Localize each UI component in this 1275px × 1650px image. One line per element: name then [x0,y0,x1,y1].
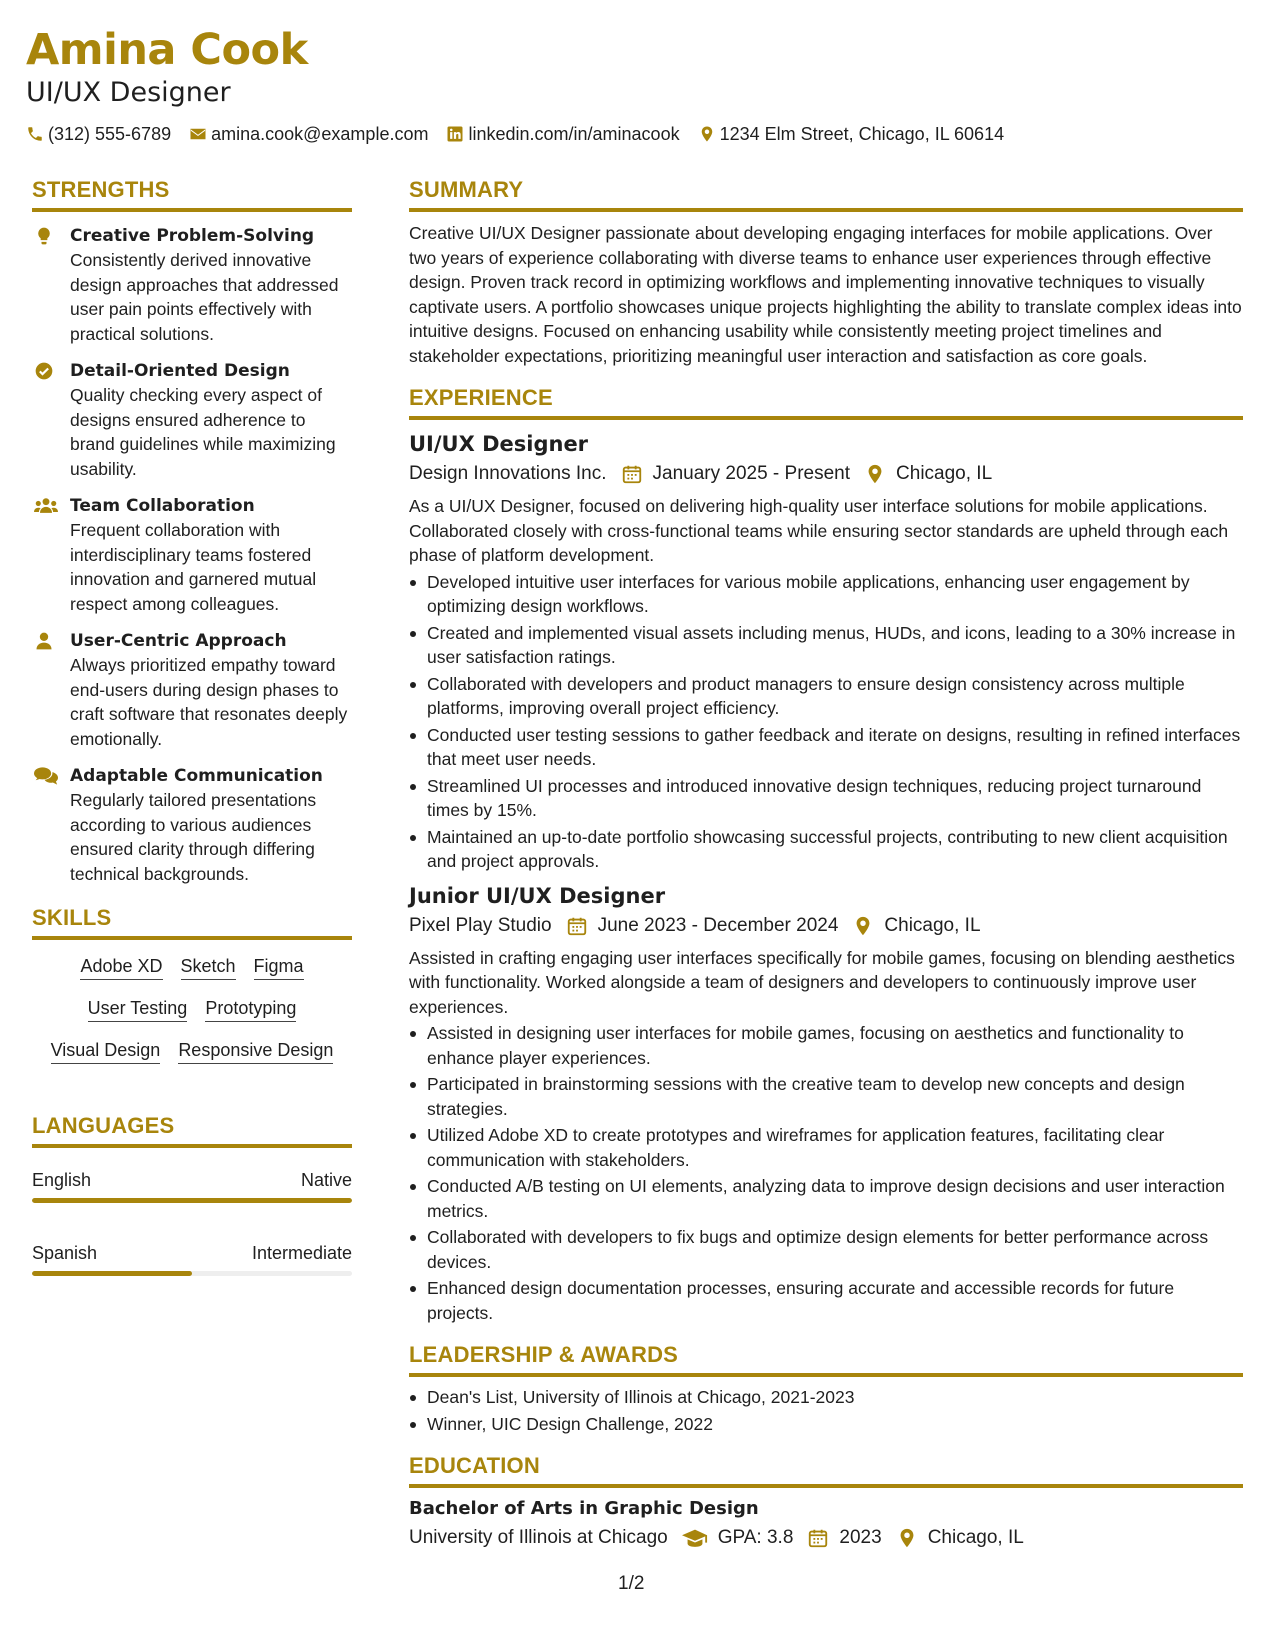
job-description: Assisted in crafting engaging user interfaces specifically for mobile games, focusing on blending aesthetics with functionality. Worked alongside a team of designers and developers to continuously improve user experiences. [409,947,1235,1017]
list-item: Developed intuitive user interfaces for various mobile applications, enhancing user engagement by optimizing design workflows. [409,570,1243,619]
users-icon [34,496,58,516]
job-meta [409,460,1243,488]
skill-tag: Figma [254,954,304,980]
skill-tag: Visual Design [51,1038,161,1064]
strength-item [32,629,352,751]
comments-icon [34,766,58,786]
graduation-cap-icon [682,1527,708,1549]
envelope-icon [189,125,207,143]
page-number: 1/2 [618,1573,645,1594]
job-company: Design Innovations Inc. [409,463,607,484]
strength-desc: Quality checking every aspect of designs ensured adherence to brand guidelines while maximizing usability. [70,385,336,479]
left-column [32,176,352,1314]
language-level-fill [32,1198,352,1203]
language-level-fill [32,1271,192,1276]
strength-item [32,494,352,616]
strengths-heading: STRENGTHS [32,176,352,212]
contact-address-text: 1234 Elm Street, Chicago, IL 60614 [719,124,1005,144]
language-name: English [32,1170,92,1190]
job-entry [409,882,1243,1326]
strength-item [32,359,352,481]
language-name: Spanish [32,1243,98,1263]
location-pin-icon [698,125,716,143]
education-gpa: GPA: 3.8 [717,1527,794,1548]
job-entry [409,430,1243,874]
summary-heading: SUMMARY [409,176,1243,212]
list-item: Conducted user testing sessions to gather feedback and iterate on designs, resulting in refined interfaces that meet user needs. [409,723,1243,772]
strength-desc: Consistently derived innovative design approaches that addressed user pain points effectively with practical solutions. [70,250,339,344]
job-location: Chicago, IL [884,914,981,936]
languages-heading: LANGUAGES [32,1112,352,1148]
languages-list [32,1168,352,1276]
job-company: Pixel Play Studio [409,914,552,936]
location-pin-icon [864,463,886,485]
contact-address [698,122,1005,146]
contact-linkedin [446,122,679,146]
location-pin-icon [896,1527,918,1549]
strength-title: Detail-Oriented Design [70,361,290,381]
language-item [32,1168,352,1203]
education-meta [409,1524,1243,1552]
job-title: Junior UI/UX Designer [409,883,666,908]
strength-item [32,764,352,886]
summary-text: Creative UI/UX Designer passionate about developing engaging interfaces for mobile applications. Over two years of experience collaborating with diverse teams to enhance user experiences through effective design. Proven track record in optimizing workflows and implementing innovative techniques to visually captivate users. A portfolio showcases unique projects highlighting the ability to translate complex ideas into intuitive designs. Focused on enhancing usability while consistently meeting project timelines and stakeholder expectations, prioritizing meaningful user interaction and satisfaction as core goals. [409,223,1242,366]
strength-title: User-Centric Approach [70,631,287,651]
phone-icon [26,125,44,143]
skills-list [32,954,352,1064]
lightbulb-icon [34,226,54,246]
strength-desc: Always prioritized empathy toward end-users during design phases to craft software that resonates deeply emotionally. [70,655,348,749]
list-item: Assisted in designing user interfaces for mobile games, focusing on aesthetics and functionality to enhance player experiences. [409,1021,1243,1070]
list-item: Collaborated with developers to fix bugs and optimize design elements for better performance across devices. [409,1225,1243,1274]
list-item: Enhanced design documentation processes, ensuring accurate and accessible records for future projects. [409,1276,1243,1325]
job-dates: January 2025 - Present [652,463,851,484]
education-location: Chicago, IL [927,1527,1024,1548]
linkedin-icon [446,125,464,143]
list-item: Utilized Adobe XD to create prototypes and wireframes for application features, facilitating clear communication with stakeholders. [409,1123,1243,1172]
list-item: Maintained an up-to-date portfolio showcasing successful projects, contributing to new client acquisition and project approvals. [409,825,1243,874]
job-achievements [409,1021,1243,1325]
job-meta [409,912,1243,940]
job-title: UI/UX Designer [409,432,589,456]
skill-tag: Sketch [181,954,236,980]
calendar-icon [807,1527,829,1549]
candidate-name: Amina Cook [26,25,308,75]
language-level-bar [32,1198,352,1203]
contact-phone [26,122,171,146]
contact-email [189,122,428,146]
strength-title: Team Collaboration [70,496,255,516]
job-dates: June 2023 - December 2024 [597,914,839,936]
resume-header [26,24,1246,146]
list-item: Conducted A/B testing on UI elements, analyzing data to improve design decisions and user interaction metrics. [409,1174,1243,1223]
education-heading: EDUCATION [409,1452,1243,1488]
skills-row [32,996,352,1022]
contact-linkedin-text: linkedin.com/in/aminacook [468,124,680,144]
user-icon [34,631,54,651]
calendar-icon [621,463,643,485]
school-name: University of Illinois at Chicago [409,1527,668,1548]
skills-heading: SKILLS [32,904,352,940]
experience-heading: EXPERIENCE [409,384,1243,420]
strength-item [32,224,352,346]
strength-desc: Frequent collaboration with interdisciplinary teams fostered innovation and garnered mutual respect among colleagues. [70,520,317,614]
calendar-icon [566,915,588,937]
skills-row [32,954,352,980]
awards-list [409,1385,1243,1436]
skills-row [32,1038,352,1064]
candidate-title: UI/UX Designer [26,77,231,108]
right-column [409,176,1243,1552]
contact-bar [26,122,1246,146]
job-description: As a UI/UX Designer, focused on delivering high-quality user interface solutions for mobile applications. Collaborated closely with cross-functional teams while ensuring sector standards are upheld through each phase of platform development. [409,496,1229,565]
contact-phone-text: (312) 555-6789 [48,124,172,144]
skill-tag: Adobe XD [80,954,162,980]
language-level: Native [300,1170,352,1190]
language-level: Intermediate [251,1243,352,1263]
contact-email-text: amina.cook@example.com [211,124,429,144]
language-item [32,1241,352,1276]
education-year: 2023 [839,1527,882,1548]
job-location: Chicago, IL [896,463,993,484]
check-circle-icon [34,361,54,381]
list-item: Streamlined UI processes and introduced innovative design techniques, reducing project turnaround times by 15%. [409,774,1243,823]
degree-title: Bachelor of Arts in Graphic Design [409,1498,759,1519]
awards-heading: LEADERSHIP & AWARDS [409,1341,1243,1377]
language-level-bar [32,1271,352,1276]
list-item: Winner, UIC Design Challenge, 2022 [409,1412,1243,1437]
list-item: Dean's List, University of Illinois at Chicago, 2021-2023 [409,1385,1243,1410]
skill-tag: Responsive Design [178,1038,333,1064]
list-item: Participated in brainstorming sessions with the creative team to develop new concepts and design strategies. [409,1072,1243,1121]
list-item: Collaborated with developers and product managers to ensure design consistency across multiple platforms, improving overall project efficiency. [409,672,1243,721]
job-achievements [409,570,1243,874]
strength-title: Adaptable Communication [70,766,323,786]
location-pin-icon [852,915,874,937]
strength-title: Creative Problem-Solving [70,226,315,246]
skill-tag: Prototyping [205,996,296,1022]
strengths-list [32,224,352,886]
list-item: Created and implemented visual assets including menus, HUDs, and icons, leading to a 30% increase in user satisfaction ratings. [409,621,1243,670]
skill-tag: User Testing [88,996,188,1022]
strength-desc: Regularly tailored presentations according to various audiences ensured clarity through differing technical backgrounds. [70,790,317,884]
